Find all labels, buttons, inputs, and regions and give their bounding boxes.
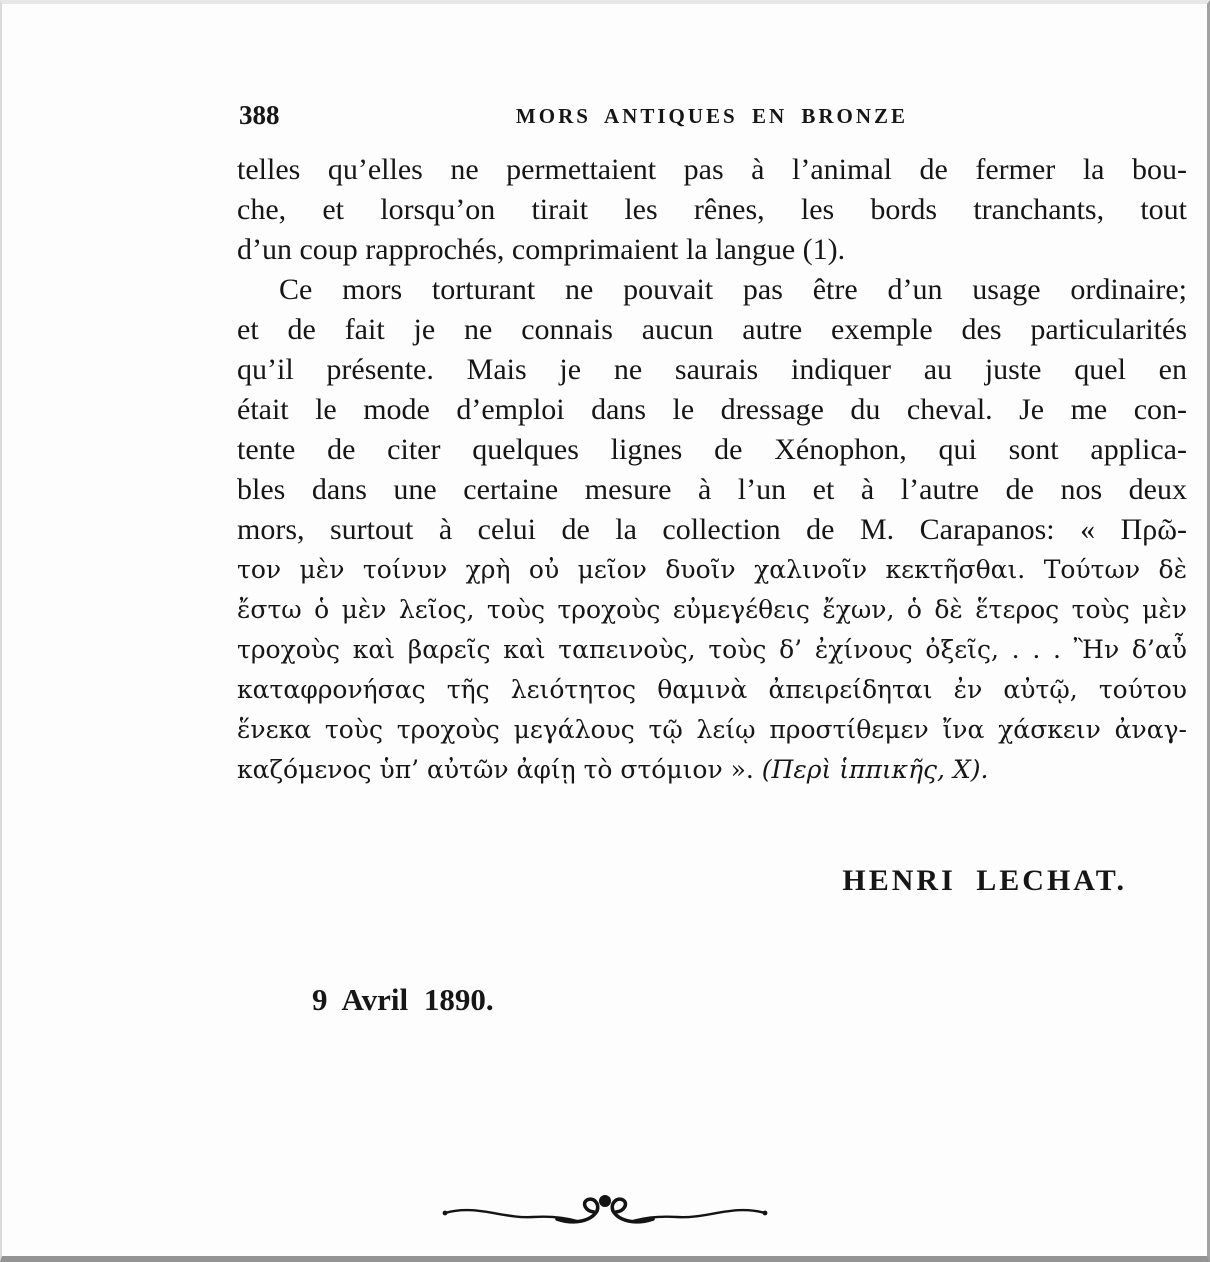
body-line: qu’il présente. Mais je ne saurais indiquer au juste quel en [237,353,1187,386]
citation-reference: (Περὶ ἱππικῆς, X). [761,755,989,784]
greek-quote-line [237,750,1187,790]
greek-quote-end: καζόμενος ὑπ’ αὐτῶν ἀφίῃ τὸ στόμιον ». [237,755,762,784]
running-head [237,100,1187,134]
body-line: bles dans une certaine mesure à l’un et à l’autre de nos deux [237,473,1187,506]
page-number: 388 [239,100,280,130]
author-signature: HENRI LECHAT. [842,864,1127,897]
greek-quote-line: ἕνεκα τοὺς τροχοὺς μεγάλους τῷ λείῳ προστίθεμεν ἴνα χάσκειν ἀναγ- [237,715,1187,744]
body-line: Ce mors torturant ne pouvait pas être d’un usage ordinaire; [279,273,1187,306]
body-line: et de fait je ne connais aucun autre exemple des particularités [237,313,1187,346]
body-line: che, et lorsqu’on tirait les rênes, les bords tranchants, tout [237,193,1187,226]
date-line: 9 Avril 1890. [312,982,494,1017]
body-line: était le mode d’emploi dans le dressage du cheval. Je me con- [237,393,1187,426]
body-line: d’un coup rapprochés, comprimaient la langue (1). [237,233,846,266]
flourish-divider-icon [437,1188,773,1230]
greek-quote-line: καταφρονήσας τῆς λειότητος θαμινὰ ἀπειρείδηται ἐν αὐτῷ, τούτου [237,675,1187,704]
running-title: MORS ANTIQUES EN BRONZE [515,104,909,128]
body-line: telles qu’elles ne permettaient pas à l’animal de fermer la bou- [237,153,1187,186]
body-line: mors, surtout à celui de la collection de M. Carapanos: « Πρῶ- [237,513,1187,546]
body-line: tente de citer quelques lignes de Xénophon, qui sont applica- [237,433,1187,466]
greek-quote-line: ἔστω ὁ μὲν λεῖος, τοὺς τροχοὺς εὐμεγέθεις ἔχων, ὁ δὲ ἕτερος τοὺς μὲν [237,595,1187,624]
body-text [237,150,1187,790]
greek-quote-line: τον μὲν τοίνυν χρὴ οὐ μεῖον δυοῖν χαλινοῖν κεκτῆσθαι. Τούτων δὲ [237,555,1187,584]
greek-quote-line: τροχοὺς καὶ βαρεῖς καὶ ταπεινοὺς, τοὺς δ’ ἐχίνους ὀξεῖς, . . . Ἢν δ’αὖ [237,635,1187,664]
